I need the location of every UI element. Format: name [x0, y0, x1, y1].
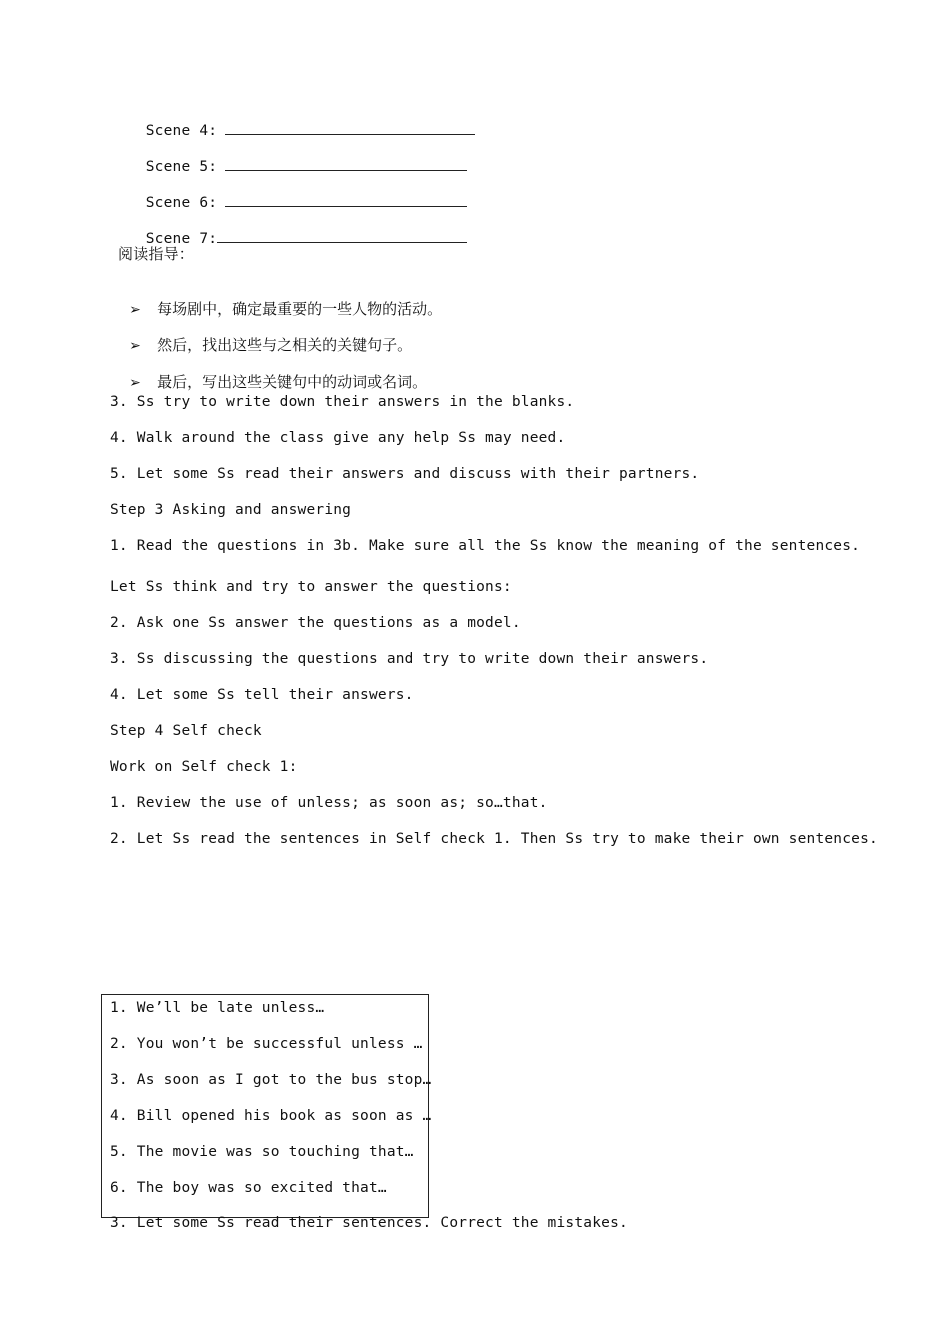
- scene-6-blank[interactable]: [225, 192, 467, 207]
- reading-guide-text: 然后，找出这些与之相关的关键句子。: [157, 336, 413, 354]
- arrow-bullet-icon: ➢: [129, 375, 141, 391]
- scene-6-label: Scene 6:: [145, 195, 218, 211]
- box-sentence: 5. The movie was so touching that…: [110, 1144, 414, 1160]
- arrow-bullet-icon: ➢: [129, 302, 141, 318]
- scene-5-label: Scene 5:: [145, 159, 218, 175]
- box-sentence: 3. As soon as I got to the bus stop…: [110, 1072, 432, 1088]
- step3-item: 1. Read the questions in 3b. Make sure all the Ss know the meaning of the sentences.: [110, 538, 861, 554]
- reading-guide-heading: 阅读指导：: [118, 245, 195, 263]
- step4-item: 1. Review the use of unless; as soon as; so…that.: [110, 795, 548, 811]
- step4-item: 2. Let Ss read the sentences in Self check 1. Then Ss try to make their own sentences.: [110, 831, 878, 847]
- box-sentence: 4. Bill opened his book as soon as …: [110, 1108, 432, 1124]
- step3-item: 4. Let some Ss tell their answers.: [110, 687, 414, 703]
- final-instruction: 3. Let some Ss read their sentences. Correct the mistakes.: [110, 1215, 628, 1231]
- scene-4-label: Scene 4:: [145, 123, 218, 139]
- step2-item: 5. Let some Ss read their answers and discuss with their partners.: [110, 466, 700, 482]
- step4-subtitle: Work on Self check 1:: [110, 759, 298, 775]
- step2-item: 3. Ss try to write down their answers in the blanks.: [110, 394, 575, 410]
- reading-guide-text: 最后，写出这些关键句中的动词或名词。: [157, 373, 428, 391]
- scene-5-blank[interactable]: [225, 156, 467, 171]
- step3-item: 2. Ask one Ss answer the questions as a model.: [110, 615, 521, 631]
- step2-item: 4. Walk around the class give any help Ss may need.: [110, 430, 566, 446]
- step3-item: 3. Ss discussing the questions and try to write down their answers.: [110, 651, 709, 667]
- scene-7-blank[interactable]: [217, 228, 467, 243]
- box-sentence: 6. The boy was so excited that…: [110, 1180, 387, 1196]
- step4-title: Step 4 Self check: [110, 723, 262, 739]
- box-sentence: 2. You won’t be successful unless …: [110, 1036, 423, 1052]
- scene-7-label: Scene 7:: [145, 231, 218, 247]
- box-sentence: 1. We’ll be late unless…: [110, 1000, 325, 1016]
- reading-guide-text: 每场剧中，确定最重要的一些人物的活动。: [157, 300, 443, 318]
- scene-4-blank[interactable]: [225, 120, 475, 135]
- step3-title: Step 3 Asking and answering: [110, 502, 352, 518]
- step3-note: Let Ss think and try to answer the questions:: [110, 579, 512, 595]
- arrow-bullet-icon: ➢: [129, 338, 141, 354]
